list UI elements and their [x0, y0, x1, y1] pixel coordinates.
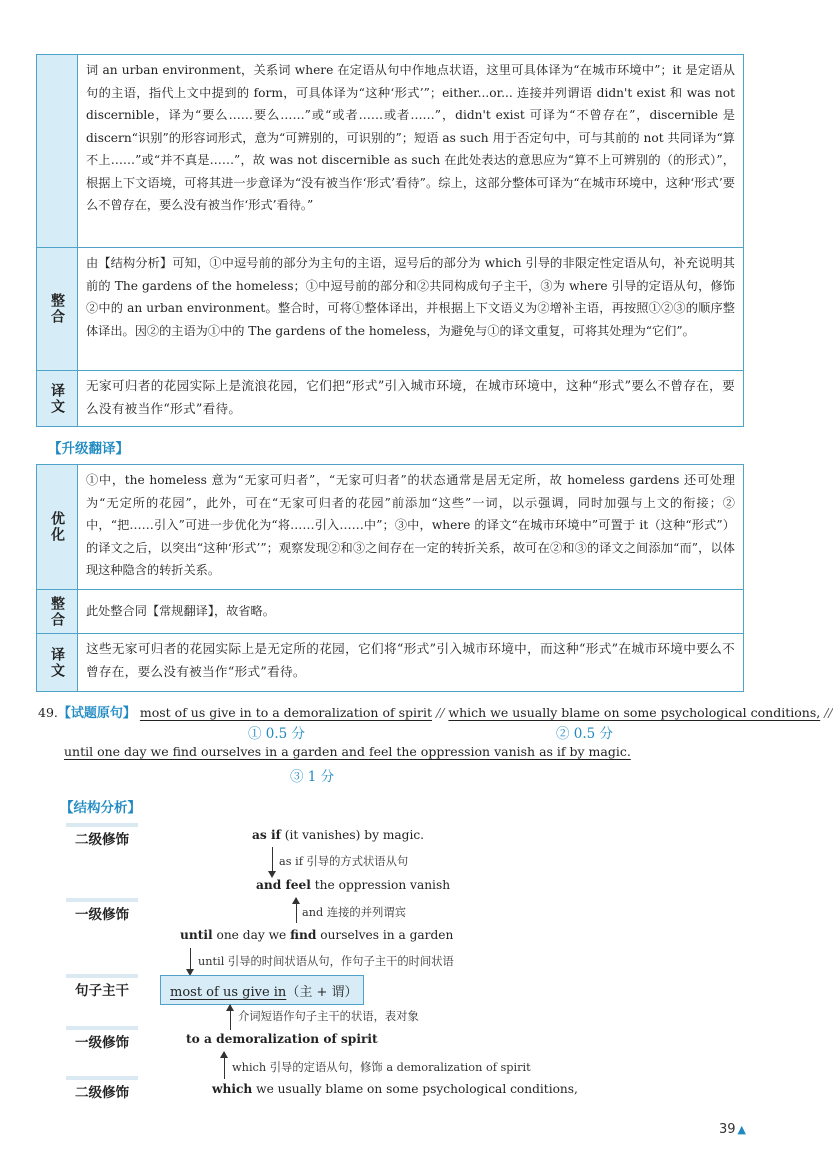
question-tag: 【试题原句】: [57, 706, 136, 721]
main-clause-note: （主 + 谓）: [286, 985, 358, 1000]
translation-text: 无家可归者的花园实际上是流浪花园，它们把“形式”引入城市环境，在城市环境中，这种“形式”要么不曾存在，要么没有被当作“形式”看待。: [86, 378, 735, 416]
row-label-integrate-2: 整合: [37, 590, 78, 633]
page-number-text: 39: [718, 1122, 736, 1137]
until-rest: ourselves in a garden: [316, 928, 454, 942]
row-label-optimize: 优化: [37, 465, 78, 589]
integrate-text: 由【结构分析】可知，①中逗号前的部分为主句的主语，逗号后的部分为 which 引导的非限定性定语从句，补充说明其前的 The gardens of the homeless；①中逗号前的部分和②共同构成句子主干，③为 where 引导的定语从句，修饰②中的 an urban environment。整合时，可将①整体译出，并根据上下文语义为②增补主语，再按照①②③的顺序整体译出。因②的主语为①中的 The gardens of the homeless，为避免与①的译文重复，可将其处理为“它们”。: [86, 256, 735, 338]
arrow-and: [292, 897, 300, 904]
score-1: ① 0.5 分: [248, 726, 306, 742]
row-label-integrate: 整合: [37, 248, 78, 370]
score-2: ② 0.5 分: [556, 726, 614, 742]
level-label-main: 句子主干: [66, 974, 138, 1004]
upgrade-row-translation: [37, 633, 743, 691]
upgrade-row-optimize: [37, 465, 743, 589]
translation-text-2: 这些无家可归者的花园实际上是无定所的花园，它们将“形式”引入城市环境中，而这种“形式”在城市环境中要么不曾存在，要么没有被当作“形式”看待。: [86, 641, 735, 679]
clause-3: until one day we find ourselves in a garden and feel the oppression vanish as if by magic.: [64, 744, 631, 759]
until-keyword: until: [180, 928, 213, 942]
note-asif: as if 引导的方式状语从句: [279, 855, 409, 868]
note-which: which 引导的定语从句，修饰 a demoralization of spirit: [232, 1061, 531, 1074]
main-clause: [170, 981, 357, 1000]
integrate-text-2: 此处整合同【常规翻译】，故省略。: [86, 604, 275, 619]
level-label-primary-top: 一级修饰: [66, 898, 138, 928]
note-until: until 引导的时间状语从句，作句子主干的时间状语: [198, 955, 454, 968]
clause-1: most of us give in to a demoralization of spirit: [139, 705, 432, 720]
arrow-prep: [226, 1004, 234, 1011]
which-rest: we usually blame on some psychological conditions,: [252, 1082, 578, 1096]
analysis-row-translation: [37, 370, 743, 426]
andfeel-rest: the oppression vanish: [310, 878, 451, 892]
which-keyword: which: [212, 1082, 253, 1096]
level-label-secondary-top: 二级修饰: [66, 823, 138, 853]
graduation-cap-icon: ▲: [737, 1123, 746, 1136]
separator-1: //: [435, 705, 445, 720]
section-title-upgrade: 【升级翻译】: [48, 441, 129, 457]
asif-clause: [252, 828, 424, 842]
level-label-primary-bottom: 一级修饰: [66, 1026, 138, 1056]
analysis-table-upgrade: [36, 464, 744, 692]
prep-phrase: to a demoralization of spirit: [186, 1032, 378, 1046]
note-prep: 介词短语作句子主干的状语，表对象: [238, 1010, 419, 1023]
row-label-empty: [37, 55, 78, 247]
arrow-which: [220, 1051, 228, 1058]
page-number: [719, 1122, 746, 1137]
asif-rest: (it vanishes) by magic.: [280, 828, 425, 842]
arrow-asif: [268, 871, 276, 878]
upgrade-row-integrate: [37, 589, 743, 633]
question-line-1: [38, 702, 833, 721]
separator-2: //: [824, 705, 833, 720]
optimize-text: ①中，the homeless 意为“无家可归者”，“无家可归者”的状态通常是居无定所，故 homeless gardens 还可处理为“无定所的花园”，此外，可在“无家可归者的花园”前添加“这些”一词，以示强调，同时加强与上文的衔接；②中，“把……引入”可进一步优化为“将……引入……中”；③中，where 的译文“在城市环境中”可置于 it（这种“形式”）的译文之后，以突出“这种‘形式’”；观察发现②和③之间存在一定的转折关系，故可在②和③的译文之间添加“而”，以体现这种隐含的转折关系。: [86, 473, 735, 577]
andfeel-keyword: and feel: [256, 878, 311, 892]
level-label-secondary-bottom: 二级修饰: [66, 1076, 138, 1106]
which-clause: [212, 1082, 578, 1096]
question-number: 49.: [38, 705, 58, 720]
score-3: ③ 1 分: [290, 769, 335, 785]
note-and: and 连接的并列谓宾: [302, 906, 406, 919]
clause-2: which we usually blame on some psychological conditions,: [448, 705, 821, 720]
row-label-translation-2: 译文: [37, 634, 78, 691]
row-label-translation: 译文: [37, 371, 78, 426]
connector-asif: [272, 847, 273, 872]
connector-until: [190, 948, 191, 970]
find-keyword: find: [290, 928, 317, 942]
analysis-table-regular: [36, 54, 744, 427]
section-title-structure: 【结构分析】: [60, 800, 141, 816]
analysis-row-integrate: [37, 247, 743, 370]
until-mid: one day we: [212, 928, 291, 942]
asif-keyword: as if: [252, 828, 281, 842]
analysis-row-explanation: [37, 55, 743, 247]
explanation-text: 词 an urban environment，关系词 where 在定语从句中作地点状语，这里可具体译为“在城市环境中”；it 是定语从句的主语，指代上文中提到的 form，可具体译为“这种‘形式’”；either...or... 连接并列谓语 didn't exist 和 was not discernible，译为“要么……要么……”或“或者……或者……”，didn't exist 可译为“不曾存在”，discernible 是 discern“识别”的形容词形式，意为“可辨别的，可识别的”；短语 as such 用于否定句中，可与其前的 not 共同译为“算不上……”或“并不真是……”，故 was not discernible as such 在此处表达的意思应为“算不上可辨别的（的形式）”，根据上下文语境，可将其进一步意译为“没有被当作‘形式’看待”。综上，这部分整体可译为“在城市环境中，这种‘形式’要么不曾存在，要么没有被当作‘形式’看待。”: [86, 63, 735, 212]
main-clause-text: most of us give in: [170, 985, 287, 1000]
andfeel-clause: [256, 878, 450, 892]
until-clause: [180, 928, 453, 942]
